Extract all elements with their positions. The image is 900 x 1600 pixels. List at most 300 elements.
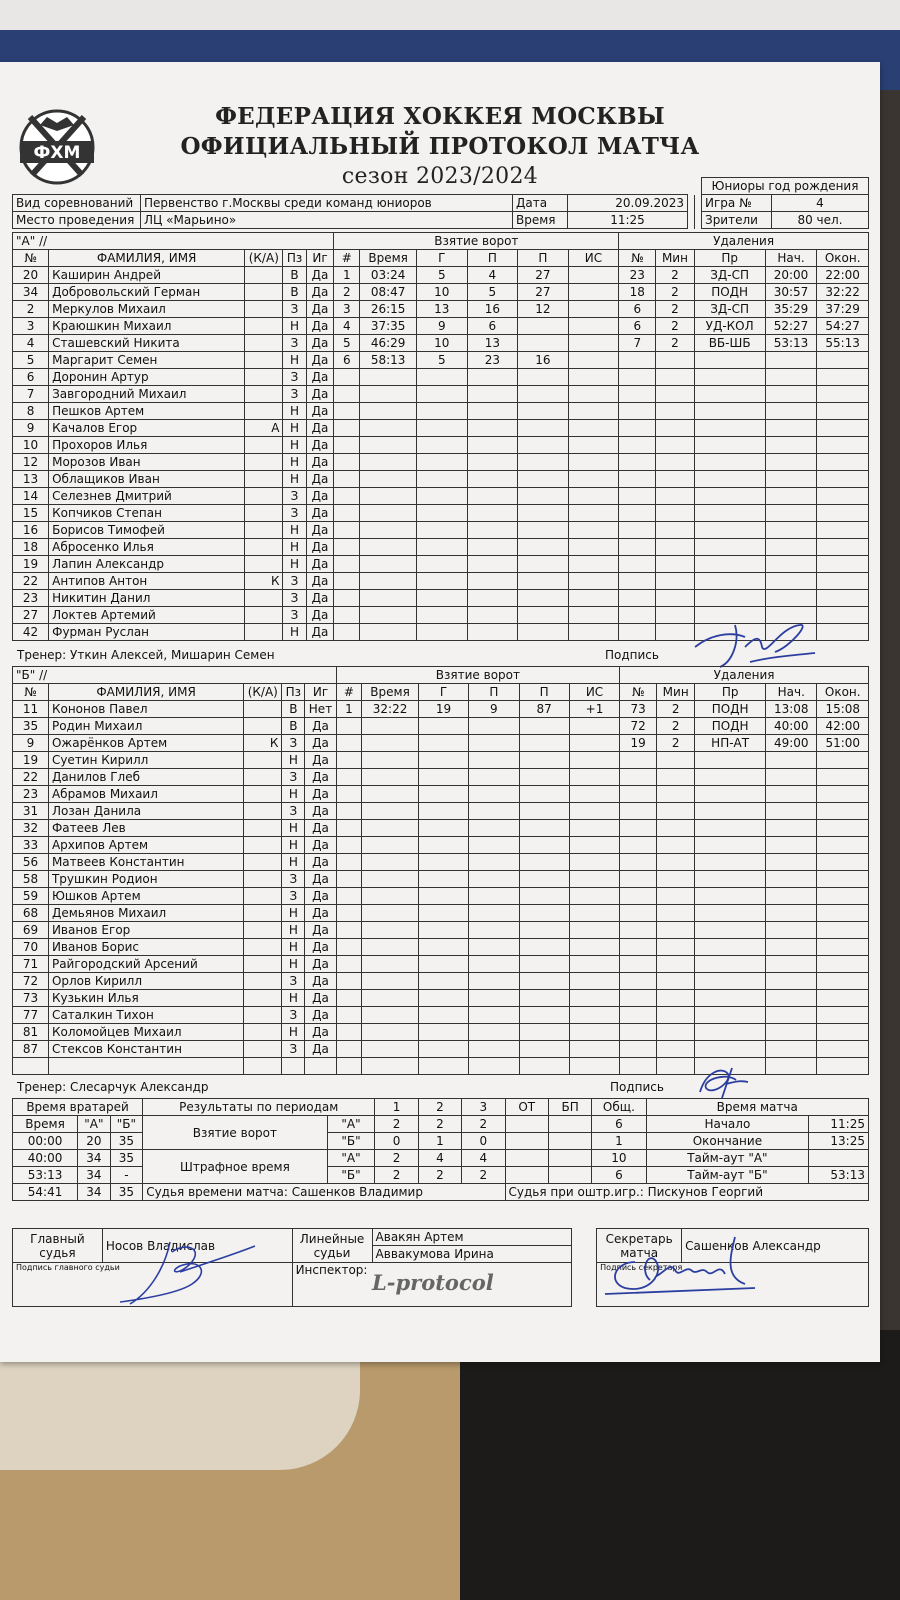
goal-assist-1 — [469, 939, 519, 956]
end-label: Окончание — [646, 1133, 809, 1150]
player-position: Н — [282, 786, 305, 803]
penalty-minutes — [657, 888, 695, 905]
penalty-start — [765, 471, 817, 488]
goal-number — [336, 769, 362, 786]
player-role — [245, 284, 283, 301]
main-referee-signature — [110, 1232, 260, 1312]
table-row — [13, 956, 869, 973]
goal-assist-2 — [519, 786, 569, 803]
team-a-coach-signature — [690, 617, 820, 672]
goal-scorer: 5 — [416, 352, 467, 369]
player-position: З — [282, 871, 305, 888]
goal-number — [336, 1058, 362, 1075]
goal-strength — [569, 888, 619, 905]
player-played: Да — [305, 956, 336, 973]
goal-time — [362, 769, 419, 786]
penalty-end — [817, 454, 869, 471]
penalty-end — [817, 956, 869, 973]
timeout-b-value: 53:13 — [809, 1167, 869, 1184]
goal-scorer — [416, 488, 467, 505]
player-number: 69 — [13, 922, 49, 939]
goal-assist-2 — [518, 607, 569, 624]
goal-strength — [568, 403, 619, 420]
player-number: 35 — [13, 718, 49, 735]
player-number: 10 — [13, 437, 49, 454]
player-number: 71 — [13, 956, 49, 973]
gk-row-b: 35 — [110, 1184, 143, 1201]
player-number: 9 — [13, 420, 49, 437]
table-row — [13, 267, 869, 284]
table-row — [13, 1041, 869, 1058]
table-row — [13, 386, 869, 403]
penalty-end — [817, 573, 869, 590]
summary-table — [12, 1098, 869, 1201]
player-name: Лозан Данила — [48, 803, 243, 820]
player-role — [245, 267, 283, 284]
player-position: З — [282, 888, 305, 905]
goals-header: Взятие ворот — [336, 667, 620, 684]
logo-text: ФХМ — [33, 143, 81, 163]
goal-strength — [568, 284, 619, 301]
player-name: Трушкин Родион — [48, 871, 243, 888]
col-goal-time: Время — [362, 684, 419, 701]
player-position: Н — [282, 820, 305, 837]
col-name: ФАМИЛИЯ, ИМЯ — [49, 250, 245, 267]
player-role — [245, 505, 283, 522]
table-row — [13, 301, 869, 318]
penalty-end — [817, 905, 869, 922]
player-role — [245, 386, 283, 403]
penalty-end — [817, 403, 869, 420]
goal-strength — [568, 454, 619, 471]
goal-assist-2 — [519, 939, 569, 956]
table-row — [13, 505, 869, 522]
goal-assist-1 — [469, 769, 519, 786]
player-position: Н — [283, 522, 306, 539]
goal-time: 32:22 — [362, 701, 419, 718]
player-position: Н — [282, 990, 305, 1007]
spectators-label: Зрители — [702, 212, 772, 229]
goal-scorer — [416, 454, 467, 471]
penalty-player — [620, 854, 657, 871]
pim-a-p2: 4 — [418, 1150, 461, 1167]
penalty-start — [766, 820, 817, 837]
col-goal-num: # — [334, 250, 360, 267]
penalty-player — [619, 522, 656, 539]
penalty-start: 30:57 — [765, 284, 817, 301]
goals-b-p3: 0 — [462, 1133, 505, 1150]
goal-assist-2 — [518, 539, 569, 556]
player-number: 32 — [13, 820, 49, 837]
penalty-minutes — [657, 786, 695, 803]
goal-assist-1 — [469, 990, 519, 1007]
player-number: 18 — [13, 539, 49, 556]
player-role — [245, 318, 283, 335]
goal-scorer — [418, 820, 468, 837]
goal-assist-2 — [519, 752, 569, 769]
goal-strength — [569, 922, 619, 939]
table-row — [13, 803, 869, 820]
goal-assist-1 — [469, 1041, 519, 1058]
goal-scorer — [418, 922, 468, 939]
timekeeper: Судья времени матча: Сашенков Владимир — [143, 1184, 505, 1201]
goal-strength — [569, 854, 619, 871]
col-pen-number: № — [620, 684, 657, 701]
goal-strength — [569, 1007, 619, 1024]
player-name: Иванов Борис — [48, 939, 243, 956]
goal-time — [362, 735, 419, 752]
gk-row-time: 54:41 — [13, 1184, 78, 1201]
penalty-minutes: 2 — [656, 267, 694, 284]
goal-strength — [569, 803, 619, 820]
goal-assist-1 — [467, 403, 518, 420]
goal-assist-2 — [519, 1024, 569, 1041]
player-name: Облащиков Иван — [49, 471, 245, 488]
goal-strength — [568, 539, 619, 556]
gk-row-a: 34 — [78, 1167, 111, 1184]
goal-assist-1 — [467, 454, 518, 471]
goal-assist-2 — [518, 437, 569, 454]
timeout-a-label: Тайм-аут "А" — [646, 1150, 809, 1167]
table-row — [13, 854, 869, 871]
goal-time: 03:24 — [360, 267, 417, 284]
penalty-player — [620, 888, 657, 905]
goals-a-p2: 2 — [418, 1116, 461, 1133]
player-name: Абрамов Михаил — [48, 786, 243, 803]
penalty-player — [620, 922, 657, 939]
pim-a-p1: 2 — [375, 1150, 418, 1167]
goal-number — [336, 803, 362, 820]
player-name: Доронин Артур — [49, 369, 245, 386]
goal-assist-2 — [519, 973, 569, 990]
player-role — [244, 820, 282, 837]
table-row — [13, 888, 869, 905]
goal-strength — [568, 267, 619, 284]
penalties-header: Удаления — [619, 233, 869, 250]
player-name: Каширин Андрей — [49, 267, 245, 284]
goal-time — [362, 939, 419, 956]
player-name: Саталкин Тихон — [48, 1007, 243, 1024]
goal-time — [360, 556, 417, 573]
goal-number — [336, 871, 362, 888]
goal-assist-2 — [519, 837, 569, 854]
player-number: 20 — [13, 267, 49, 284]
goal-assist-1 — [469, 905, 519, 922]
penalty-end — [817, 369, 869, 386]
table-row — [13, 488, 869, 505]
goal-assist-2 — [518, 335, 569, 352]
penalty-reason — [694, 590, 765, 607]
player-role — [244, 888, 282, 905]
player-played: Да — [305, 990, 336, 1007]
table-row — [13, 590, 869, 607]
player-name: Кононов Павел — [48, 701, 243, 718]
player-number: 73 — [13, 990, 49, 1007]
goal-assist-1 — [467, 505, 518, 522]
spectators-value: 80 чел. — [772, 212, 869, 229]
goal-scorer — [418, 854, 468, 871]
table-row — [13, 769, 869, 786]
goal-assist-1 — [469, 922, 519, 939]
penalty-end — [817, 1041, 869, 1058]
col-assist-1: П — [469, 684, 519, 701]
penalty-end — [817, 539, 869, 556]
player-played: Да — [306, 284, 334, 301]
player-name: Матвеев Константин — [48, 854, 243, 871]
player-position: Н — [282, 939, 305, 956]
penalty-start — [766, 837, 817, 854]
goal-assist-2 — [518, 590, 569, 607]
penalty-end — [817, 820, 869, 837]
player-position: Н — [283, 539, 306, 556]
penalty-player — [619, 454, 656, 471]
goal-strength — [569, 973, 619, 990]
penalty-player — [619, 539, 656, 556]
penalty-end: 42:00 — [817, 718, 869, 735]
player-position: Н — [282, 854, 305, 871]
penalty-end — [817, 973, 869, 990]
penalty-minutes — [656, 624, 694, 641]
goal-assist-2 — [518, 454, 569, 471]
goal-strength — [569, 939, 619, 956]
penalty-start: 13:08 — [766, 701, 817, 718]
goal-assist-2 — [519, 871, 569, 888]
goal-strength — [569, 871, 619, 888]
penalty-end — [817, 854, 869, 871]
goal-assist-2 — [518, 505, 569, 522]
goal-strength — [569, 905, 619, 922]
goal-scorer — [418, 1024, 468, 1041]
penalty-minutes — [657, 752, 695, 769]
penalty-minutes — [656, 539, 694, 556]
player-name: Сташевский Никита — [49, 335, 245, 352]
player-name: Пешков Артем — [49, 403, 245, 420]
shootout-head: БП — [548, 1099, 591, 1116]
player-name: Завгородний Михаил — [49, 386, 245, 403]
col-number: № — [13, 250, 49, 267]
goal-time — [362, 990, 419, 1007]
penalty-player — [620, 837, 657, 854]
player-role — [244, 837, 282, 854]
col-pen-minutes: Мин — [657, 684, 695, 701]
col-strength: ИС — [568, 250, 619, 267]
col-assist-2: П — [518, 250, 569, 267]
goal-strength — [569, 752, 619, 769]
player-name: Прохоров Илья — [49, 437, 245, 454]
player-number: 34 — [13, 284, 49, 301]
penalty-player — [620, 803, 657, 820]
table-row — [13, 1007, 869, 1024]
penalty-minutes — [656, 556, 694, 573]
gk-row-b: 35 — [110, 1133, 143, 1150]
goal-time — [360, 454, 417, 471]
penalty-start: 53:13 — [765, 335, 817, 352]
goal-time — [360, 488, 417, 505]
goal-assist-1 — [467, 607, 518, 624]
goal-scorer — [416, 573, 467, 590]
goal-time — [360, 590, 417, 607]
goal-assist-1: 13 — [467, 335, 518, 352]
table-row — [13, 539, 869, 556]
col-ka: (К/А) — [244, 684, 282, 701]
goal-time — [362, 956, 419, 973]
player-played: Да — [306, 369, 334, 386]
goal-assist-1 — [469, 1024, 519, 1041]
player-role — [245, 437, 283, 454]
protocol-title: ОФИЦИАЛЬНЫЙ ПРОТОКОЛ МАТЧА — [180, 133, 700, 160]
goal-number — [336, 1041, 362, 1058]
goal-number — [334, 403, 360, 420]
goal-strength — [568, 505, 619, 522]
gk-row-a: 34 — [78, 1184, 111, 1201]
goal-scorer — [416, 471, 467, 488]
penalty-minutes — [656, 454, 694, 471]
goal-strength — [568, 386, 619, 403]
goal-assist-1 — [467, 539, 518, 556]
goal-scorer — [416, 539, 467, 556]
goal-assist-1 — [469, 1058, 519, 1075]
player-number: 31 — [13, 803, 49, 820]
team-a-coach: Тренер: Уткин Алексей, Мишарин Семен — [17, 648, 275, 662]
penalty-player: 23 — [619, 267, 656, 284]
goal-scorer — [418, 1041, 468, 1058]
goal-assist-1 — [469, 735, 519, 752]
player-role — [244, 922, 282, 939]
penalty-minutes — [657, 820, 695, 837]
inspector-label: Инспектор: — [292, 1263, 572, 1307]
period-1-head: 1 — [375, 1099, 418, 1116]
penalty-player — [619, 573, 656, 590]
goal-time — [360, 386, 417, 403]
team-b-sign-label: Подпись — [610, 1080, 664, 1094]
table-row — [13, 437, 869, 454]
pim-b-p3: 2 — [462, 1167, 505, 1184]
penalty-start — [766, 922, 817, 939]
goal-strength — [569, 837, 619, 854]
background-floor — [460, 1330, 900, 1600]
goal-assist-2 — [519, 888, 569, 905]
player-number: 77 — [13, 1007, 49, 1024]
goal-number — [336, 752, 362, 769]
player-name: Фурман Руслан — [49, 624, 245, 641]
goal-number — [336, 939, 362, 956]
player-played: Да — [306, 573, 334, 590]
goal-assist-2: 27 — [518, 284, 569, 301]
goal-strength — [569, 1058, 619, 1075]
player-position: Н — [282, 956, 305, 973]
end-value: 13:25 — [809, 1133, 869, 1150]
col-position: Пз — [282, 684, 305, 701]
penalty-reason — [695, 990, 766, 1007]
goal-scorer — [418, 803, 468, 820]
player-position: Н — [283, 624, 306, 641]
pim-label: Штрафное время — [143, 1150, 327, 1184]
penalty-reason — [695, 769, 766, 786]
penalty-end — [817, 1024, 869, 1041]
goal-time — [360, 505, 417, 522]
goal-strength — [568, 369, 619, 386]
player-played: Да — [305, 939, 336, 956]
goal-time — [362, 1041, 419, 1058]
col-pen-start: Нач. — [766, 684, 817, 701]
player-role — [245, 590, 283, 607]
goal-assist-2 — [519, 1058, 569, 1075]
player-position — [282, 1058, 305, 1075]
penalty-reason — [695, 888, 766, 905]
goal-strength — [569, 820, 619, 837]
penalty-player — [620, 820, 657, 837]
goal-assist-2 — [518, 488, 569, 505]
table-row — [13, 573, 869, 590]
player-number: 23 — [13, 590, 49, 607]
penalty-end: 55:13 — [817, 335, 869, 352]
goal-number — [334, 454, 360, 471]
penalty-minutes: 2 — [657, 718, 695, 735]
player-role — [244, 701, 282, 718]
player-played: Да — [305, 888, 336, 905]
player-name: Никитин Данил — [49, 590, 245, 607]
penalty-player — [620, 905, 657, 922]
penalty-start — [766, 1007, 817, 1024]
col-played: Иг — [305, 684, 336, 701]
goal-number — [336, 888, 362, 905]
match-info-table — [12, 177, 869, 229]
penalty-minutes — [657, 803, 695, 820]
col-pen-reason: Пр — [694, 250, 765, 267]
goal-time — [362, 854, 419, 871]
player-number: 22 — [13, 769, 49, 786]
penalty-player — [620, 752, 657, 769]
goal-number — [334, 437, 360, 454]
penalty-player — [619, 488, 656, 505]
goal-number — [336, 837, 362, 854]
secretary-sign-label: Подпись секретаря — [597, 1263, 869, 1307]
goal-scorer — [416, 590, 467, 607]
player-role — [244, 1041, 282, 1058]
player-played: Да — [306, 386, 334, 403]
goal-time — [360, 539, 417, 556]
goal-strength — [568, 522, 619, 539]
goal-scorer — [416, 556, 467, 573]
player-number: 87 — [13, 1041, 49, 1058]
goal-assist-1 — [469, 888, 519, 905]
penalty-reason — [695, 905, 766, 922]
player-role: К — [244, 735, 282, 752]
penalty-end — [817, 786, 869, 803]
penalty-reason — [695, 871, 766, 888]
goal-assist-1 — [469, 803, 519, 820]
goal-number — [336, 735, 362, 752]
goal-scorer — [418, 1058, 468, 1075]
penalty-end: 51:00 — [817, 735, 869, 752]
goal-assist-2 — [518, 318, 569, 335]
goal-number: 2 — [334, 284, 360, 301]
penalty-player: 7 — [619, 335, 656, 352]
player-number: 19 — [13, 752, 49, 769]
penalty-reason — [694, 573, 765, 590]
col-pen-minutes: Мин — [656, 250, 694, 267]
goal-number — [336, 956, 362, 973]
goal-scorer — [416, 505, 467, 522]
penalty-minutes: 2 — [656, 318, 694, 335]
gk-head-time: Время — [13, 1116, 78, 1133]
penalty-start — [765, 437, 817, 454]
penalty-player — [619, 437, 656, 454]
goal-assist-1 — [469, 718, 519, 735]
start-label: Начало — [646, 1116, 809, 1133]
penalty-reason — [695, 973, 766, 990]
penalty-start: 35:29 — [765, 301, 817, 318]
